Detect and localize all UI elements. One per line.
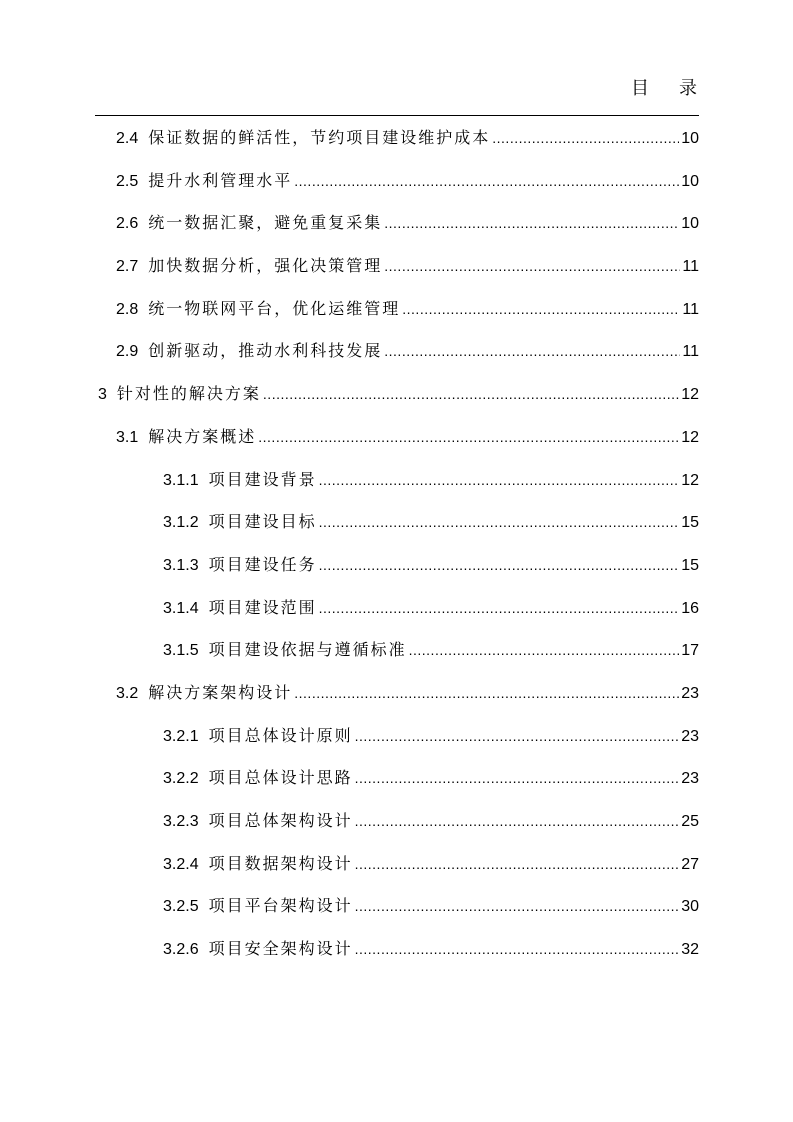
toc-entry-number: 3.2.4	[163, 855, 199, 873]
toc-entry-title: 保证数据的鲜活性，节约项目建设维护成本	[148, 128, 491, 147]
toc-entry[interactable]	[95, 629, 699, 672]
toc-entry[interactable]	[95, 330, 699, 373]
toc-entry-page: 27	[681, 855, 699, 873]
toc-dot-leader	[355, 928, 680, 971]
toc-dot-leader	[294, 160, 679, 203]
toc-entry-title: 统一数据汇聚，避免重复采集	[148, 213, 383, 233]
toc-entry-page: 30	[681, 898, 699, 916]
toc-entry-number: 3.2.1	[163, 727, 199, 745]
toc-entry-page: 12	[681, 428, 699, 446]
toc-entry-page: 23	[681, 770, 699, 788]
toc-entry-page: 25	[681, 813, 699, 830]
toc-dot-leader	[402, 288, 680, 331]
toc-entry-page: 11	[682, 343, 699, 361]
toc-dot-leader	[384, 245, 680, 288]
toc-entry[interactable]	[95, 288, 699, 331]
toc-entry-page: 11	[682, 300, 699, 318]
toc-dot-leader	[294, 672, 679, 715]
toc-entry-page: 10	[681, 130, 699, 147]
toc-dot-leader	[319, 544, 680, 587]
toc-entry-number: 3.1.5	[163, 642, 199, 660]
toc-entry-number: 3.2.5	[163, 898, 199, 916]
toc-entry-title: 项目总体设计原则	[208, 725, 353, 745]
toc-entry-title: 项目建设范围	[208, 597, 317, 617]
toc-entry-title: 项目数据架构设计	[208, 853, 353, 873]
toc-entry-number: 3.2.3	[163, 813, 199, 830]
toc-entry-page: 15	[681, 514, 699, 532]
toc-entry-page: 10	[681, 215, 699, 233]
toc-entry-number: 3.1	[116, 428, 139, 446]
toc-entry[interactable]	[95, 928, 699, 971]
toc-entry-title: 项目总体设计思路	[208, 768, 353, 788]
toc-entry-number: 2.5	[116, 172, 139, 190]
toc-dot-leader	[409, 629, 680, 672]
toc-dot-leader	[355, 843, 680, 886]
toc-entry-number: 2.7	[116, 258, 139, 276]
toc-entry-number: 3.1.1	[163, 471, 199, 489]
toc-entry-page: 12	[681, 471, 699, 489]
toc-dot-leader	[355, 885, 680, 928]
toc-entry-title: 统一物联网平台，优化运维管理	[148, 298, 401, 318]
toc-entry-title: 加快数据分析，强化决策管理	[148, 256, 383, 276]
toc-entry-number: 2.6	[116, 215, 139, 233]
toc-entry-page: 12	[681, 386, 699, 404]
toc-entry-title: 项目建设依据与遵循标准	[208, 640, 407, 660]
toc-dot-leader	[492, 117, 679, 160]
toc-entry-title: 解决方案架构设计	[148, 682, 293, 702]
toc-entry[interactable]	[95, 800, 699, 843]
toc-dot-leader	[319, 501, 680, 544]
toc-entry-title: 项目总体架构设计	[208, 811, 353, 830]
toc-entry-page: 32	[681, 941, 699, 959]
toc-entry-title: 创新驱动，推动水利科技发展	[148, 341, 383, 361]
toc-entry-page: 15	[681, 556, 699, 574]
toc-entry[interactable]	[95, 544, 699, 587]
toc-entry-number: 2.9	[116, 343, 139, 361]
toc-dot-leader	[355, 757, 680, 800]
toc-entry-title: 解决方案概述	[148, 426, 257, 446]
toc-entry-title: 针对性的解决方案	[116, 384, 261, 404]
toc-entry-number: 2.4	[116, 130, 139, 147]
toc-entry[interactable]	[95, 885, 699, 928]
toc-dot-leader	[384, 330, 680, 373]
toc-entry[interactable]	[95, 245, 699, 288]
toc-dot-leader	[258, 416, 679, 459]
page-header	[95, 76, 727, 116]
toc-dot-leader	[355, 800, 680, 843]
toc-entry[interactable]	[95, 416, 699, 459]
toc-entry-number: 3.2.6	[163, 941, 199, 959]
table-of-contents	[95, 117, 699, 971]
toc-entry[interactable]	[95, 587, 699, 630]
toc-dot-leader	[384, 202, 679, 245]
toc-entry[interactable]	[95, 160, 699, 203]
toc-dot-leader	[319, 459, 680, 502]
toc-entry[interactable]	[95, 501, 699, 544]
toc-dot-leader	[263, 373, 679, 416]
toc-entry[interactable]	[95, 715, 699, 758]
toc-entry-number: 3.2.2	[163, 770, 199, 788]
toc-entry[interactable]	[95, 757, 699, 800]
toc-entry-title: 项目安全架构设计	[208, 939, 353, 959]
toc-dot-leader	[319, 587, 680, 630]
toc-entry[interactable]	[95, 117, 699, 160]
toc-entry-title: 项目建设背景	[208, 469, 317, 489]
toc-dot-leader	[355, 715, 680, 758]
toc-entry-title: 项目平台架构设计	[208, 896, 353, 916]
toc-entry-number: 2.8	[116, 300, 139, 318]
toc-entry-page: 23	[681, 684, 699, 702]
toc-entry-page: 23	[681, 727, 699, 745]
toc-entry[interactable]	[95, 459, 699, 502]
toc-entry-number: 3.2	[116, 684, 139, 702]
toc-entry-title: 项目建设任务	[208, 554, 317, 574]
page-title: 目录	[631, 78, 727, 99]
toc-entry[interactable]	[95, 843, 699, 886]
toc-entry[interactable]	[95, 672, 699, 715]
toc-entry-page: 16	[681, 599, 699, 617]
toc-entry-page: 10	[681, 172, 699, 190]
toc-entry-number: 3.1.3	[163, 556, 199, 574]
toc-entry-page: 17	[681, 642, 699, 660]
toc-entry[interactable]	[95, 202, 699, 245]
toc-entry-number: 3.1.4	[163, 599, 199, 617]
toc-entry-number: 3	[98, 386, 107, 404]
toc-entry-title: 项目建设目标	[208, 512, 317, 532]
toc-entry[interactable]	[95, 373, 699, 416]
toc-entry-page: 11	[682, 258, 699, 276]
toc-entry-number: 3.1.2	[163, 514, 199, 532]
toc-entry-title: 提升水利管理水平	[148, 170, 293, 190]
